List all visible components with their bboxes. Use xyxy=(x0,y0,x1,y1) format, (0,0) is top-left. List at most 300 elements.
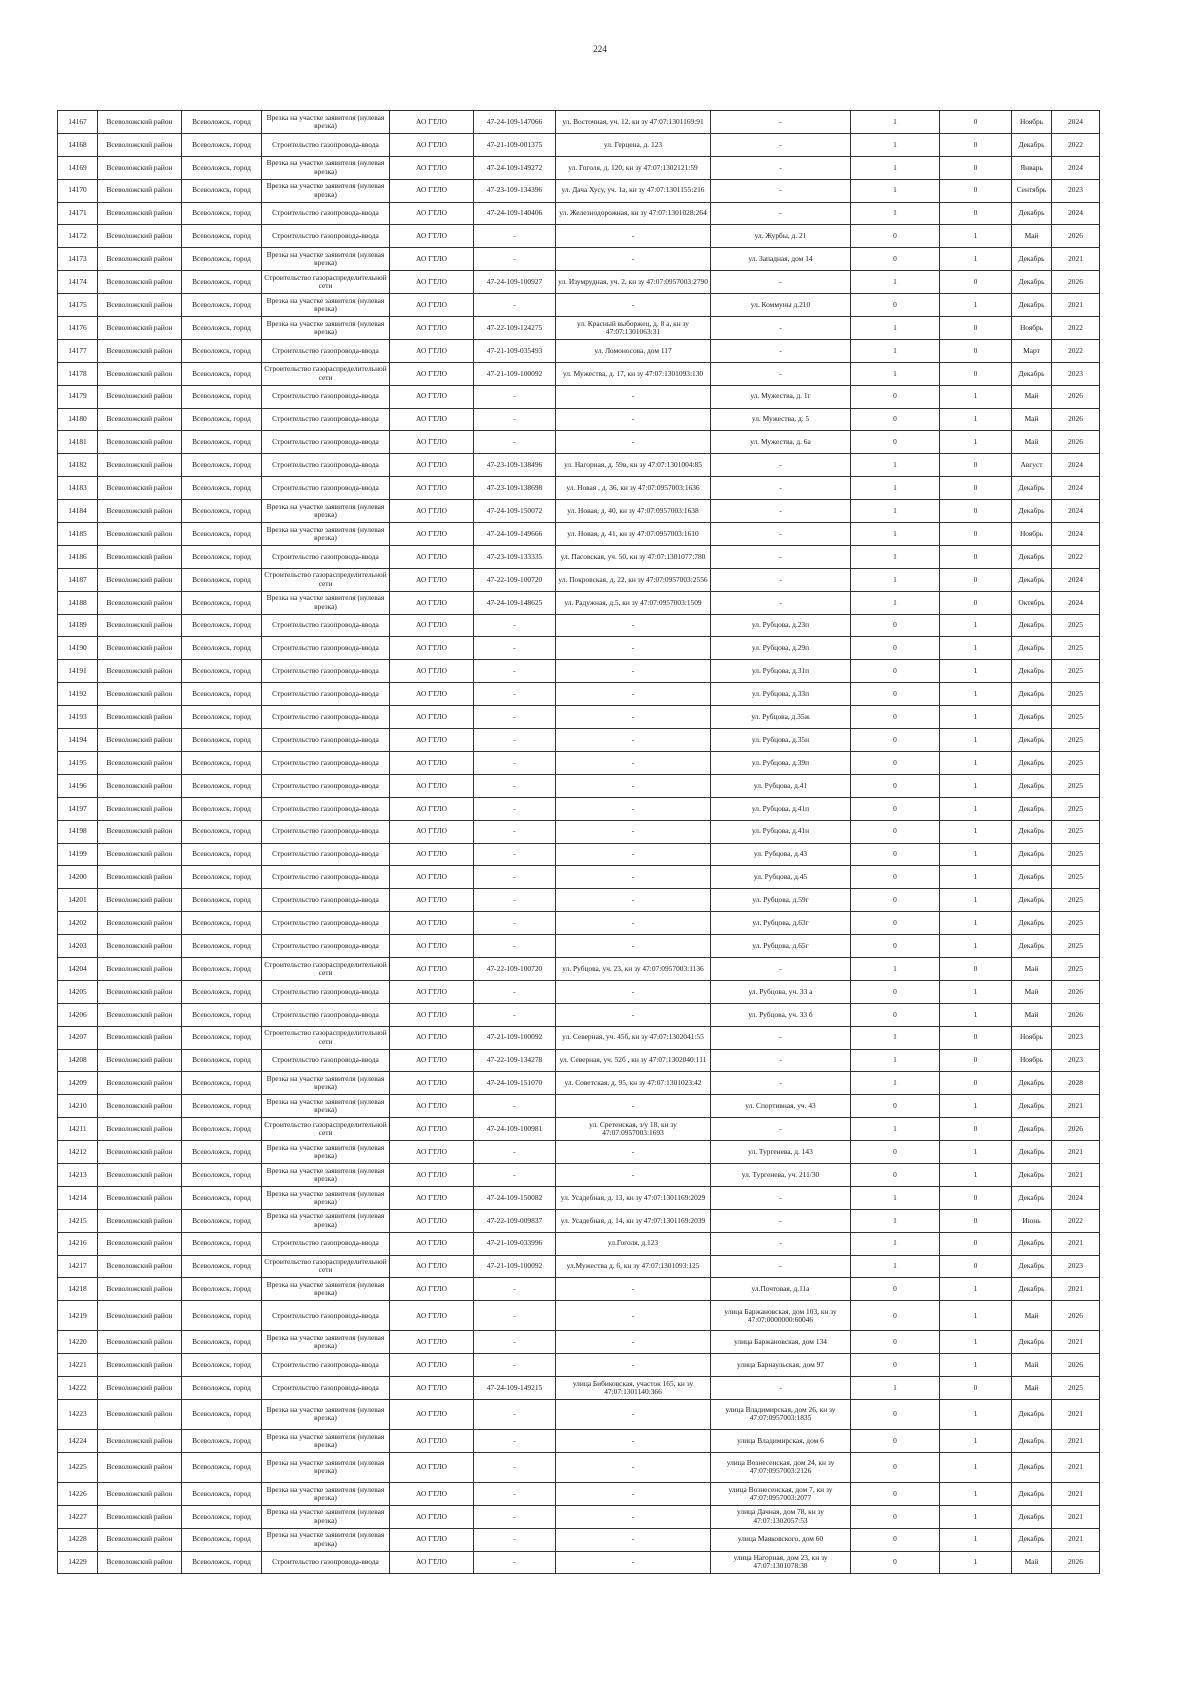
year-cell: 2023 xyxy=(1052,1255,1100,1278)
address-without-application-cell: улица Баржановская, дом 134 xyxy=(711,1331,851,1354)
organization-cell: АО ГТЛО xyxy=(390,317,474,340)
application-number-cell: - xyxy=(474,1452,556,1482)
district-cell: Всеволожский район xyxy=(98,774,182,797)
work-type-cell: Строительство газораспределительной сети xyxy=(262,271,390,294)
organization-cell: АО ГТЛО xyxy=(390,751,474,774)
settlement-cell: Всеволожск, город xyxy=(182,156,262,179)
address-with-application-cell: - xyxy=(556,889,711,912)
table-row xyxy=(58,225,1100,248)
organization-cell: АО ГТЛО xyxy=(390,1429,474,1452)
year-cell: 2025 xyxy=(1052,774,1100,797)
district-cell: Всеволожский район xyxy=(98,133,182,156)
district-cell: Всеволожский район xyxy=(98,935,182,958)
count-with-application-cell: 0 xyxy=(851,1301,940,1331)
count-without-application-cell: 1 xyxy=(940,866,1012,889)
month-cell: Декабрь xyxy=(1012,820,1052,843)
year-cell: 2022 xyxy=(1052,317,1100,340)
application-number-cell: 47-21-109-035493 xyxy=(474,339,556,362)
settlement-cell: Всеволожск, город xyxy=(182,111,262,134)
year-cell: 2021 xyxy=(1052,1141,1100,1164)
count-without-application-cell: 0 xyxy=(940,362,1012,385)
organization-cell: АО ГТЛО xyxy=(390,248,474,271)
row-number: 14168 xyxy=(58,133,98,156)
application-number-cell: - xyxy=(474,1163,556,1186)
work-type-cell: Строительство газопровода-ввода xyxy=(262,1003,390,1026)
organization-cell: АО ГТЛО xyxy=(390,271,474,294)
district-cell: Всеволожский район xyxy=(98,545,182,568)
count-with-application-cell: 0 xyxy=(851,248,940,271)
work-type-cell: Строительство газопровода-ввода xyxy=(262,1301,390,1331)
year-cell: 2021 xyxy=(1052,1452,1100,1482)
work-type-cell: Врезка на участке заявителя (нулевая врезка) xyxy=(262,1095,390,1118)
count-with-application-cell: 0 xyxy=(851,1095,940,1118)
district-cell: Всеволожский район xyxy=(98,1505,182,1528)
row-number: 14227 xyxy=(58,1505,98,1528)
settlement-cell: Всеволожск, город xyxy=(182,362,262,385)
district-cell: Всеволожский район xyxy=(98,202,182,225)
address-without-application-cell: - xyxy=(711,362,851,385)
year-cell: 2021 xyxy=(1052,1429,1100,1452)
work-type-cell: Строительство газопровода-ввода xyxy=(262,614,390,637)
month-cell: Декабрь xyxy=(1012,500,1052,523)
year-cell: 2021 xyxy=(1052,1278,1100,1301)
row-number: 14228 xyxy=(58,1528,98,1551)
work-type-cell: Строительство газопровода-ввода xyxy=(262,477,390,500)
row-number: 14222 xyxy=(58,1377,98,1400)
application-number-cell: - xyxy=(474,820,556,843)
month-cell: Октябрь xyxy=(1012,591,1052,614)
count-without-application-cell: 0 xyxy=(940,1186,1012,1209)
month-cell: Май xyxy=(1012,408,1052,431)
count-with-application-cell: 0 xyxy=(851,1331,940,1354)
application-number-cell: - xyxy=(474,683,556,706)
count-without-application-cell: 0 xyxy=(940,591,1012,614)
settlement-cell: Всеволожск, город xyxy=(182,317,262,340)
district-cell: Всеволожский район xyxy=(98,1163,182,1186)
address-with-application-cell: ул. Новая , д. 36, кн зу 47:07:0957003:1636 xyxy=(556,477,711,500)
address-without-application-cell: улица Дачная, дом 78, кн зу 47:07:1302057:53 xyxy=(711,1505,851,1528)
table-row xyxy=(58,385,1100,408)
settlement-cell: Всеволожск, город xyxy=(182,1118,262,1141)
count-without-application-cell: 1 xyxy=(940,1301,1012,1331)
year-cell: 2026 xyxy=(1052,271,1100,294)
organization-cell: АО ГТЛО xyxy=(390,889,474,912)
year-cell: 2026 xyxy=(1052,980,1100,1003)
settlement-cell: Всеволожск, город xyxy=(182,1528,262,1551)
district-cell: Всеволожский район xyxy=(98,362,182,385)
row-number: 14187 xyxy=(58,568,98,591)
application-number-cell: 47-24-109-151070 xyxy=(474,1072,556,1095)
count-without-application-cell: 1 xyxy=(940,1482,1012,1505)
year-cell: 2025 xyxy=(1052,1377,1100,1400)
count-with-application-cell: 1 xyxy=(851,1255,940,1278)
count-without-application-cell: 0 xyxy=(940,1118,1012,1141)
work-type-cell: Врезка на участке заявителя (нулевая врезка) xyxy=(262,1452,390,1482)
settlement-cell: Всеволожск, город xyxy=(182,568,262,591)
settlement-cell: Всеволожск, город xyxy=(182,225,262,248)
address-with-application-cell: ул. Пасовская, уч. 50, кн зу 47:07:1301077:780 xyxy=(556,545,711,568)
month-cell: Июнь xyxy=(1012,1209,1052,1232)
year-cell: 2024 xyxy=(1052,1186,1100,1209)
row-number: 14218 xyxy=(58,1278,98,1301)
organization-cell: АО ГТЛО xyxy=(390,1209,474,1232)
work-type-cell: Строительство газопровода-ввода xyxy=(262,133,390,156)
count-without-application-cell: 0 xyxy=(940,1072,1012,1095)
address-without-application-cell: улица Барнаульская, дом 97 xyxy=(711,1354,851,1377)
application-number-cell: - xyxy=(474,1551,556,1574)
count-with-application-cell: 1 xyxy=(851,179,940,202)
application-number-cell: 47-22-109-134278 xyxy=(474,1049,556,1072)
count-without-application-cell: 0 xyxy=(940,1232,1012,1255)
address-with-application-cell: - xyxy=(556,1399,711,1429)
district-cell: Всеволожский район xyxy=(98,843,182,866)
month-cell: Декабрь xyxy=(1012,1072,1052,1095)
year-cell: 2024 xyxy=(1052,568,1100,591)
settlement-cell: Всеволожск, город xyxy=(182,248,262,271)
address-with-application-cell: ул. Восточная, уч. 12, кн зу 47:07:1301169:91 xyxy=(556,111,711,134)
settlement-cell: Всеволожск, город xyxy=(182,660,262,683)
count-without-application-cell: 0 xyxy=(940,271,1012,294)
month-cell: Декабрь xyxy=(1012,133,1052,156)
row-number: 14171 xyxy=(58,202,98,225)
year-cell: 2024 xyxy=(1052,202,1100,225)
organization-cell: АО ГТЛО xyxy=(390,1301,474,1331)
table-row xyxy=(58,568,1100,591)
count-with-application-cell: 1 xyxy=(851,271,940,294)
month-cell: Май xyxy=(1012,1003,1052,1026)
application-number-cell: 47-23-109-138496 xyxy=(474,454,556,477)
address-without-application-cell: ул. Мужества, д. 1г xyxy=(711,385,851,408)
table-row xyxy=(58,1429,1100,1452)
district-cell: Всеволожский район xyxy=(98,385,182,408)
work-type-cell: Строительство газопровода-ввода xyxy=(262,751,390,774)
work-type-cell: Строительство газораспределительной сети xyxy=(262,1026,390,1049)
address-with-application-cell: ул. Покровская, д. 22, кн зу 47:07:0957003:2556 xyxy=(556,568,711,591)
district-cell: Всеволожский район xyxy=(98,1003,182,1026)
district-cell: Всеволожский район xyxy=(98,614,182,637)
work-type-cell: Строительство газопровода-ввода xyxy=(262,385,390,408)
settlement-cell: Всеволожск, город xyxy=(182,1026,262,1049)
address-with-application-cell: - xyxy=(556,797,711,820)
row-number: 14216 xyxy=(58,1232,98,1255)
address-without-application-cell: - xyxy=(711,1049,851,1072)
work-type-cell: Строительство газораспределительной сети xyxy=(262,362,390,385)
settlement-cell: Всеволожск, город xyxy=(182,706,262,729)
application-number-cell: - xyxy=(474,225,556,248)
address-with-application-cell: - xyxy=(556,820,711,843)
page-number: 224 xyxy=(593,44,607,54)
district-cell: Всеволожский район xyxy=(98,1528,182,1551)
year-cell: 2021 xyxy=(1052,248,1100,271)
address-without-application-cell: ул. Рубцова, уч. 33 б xyxy=(711,1003,851,1026)
table-row xyxy=(58,111,1100,134)
table-row xyxy=(58,1209,1100,1232)
district-cell: Всеволожский район xyxy=(98,1301,182,1331)
application-number-cell: - xyxy=(474,1278,556,1301)
settlement-cell: Всеволожск, город xyxy=(182,912,262,935)
address-without-application-cell: - xyxy=(711,454,851,477)
settlement-cell: Всеволожск, город xyxy=(182,1452,262,1482)
year-cell: 2025 xyxy=(1052,889,1100,912)
count-without-application-cell: 1 xyxy=(940,660,1012,683)
address-with-application-cell: - xyxy=(556,706,711,729)
count-without-application-cell: 1 xyxy=(940,935,1012,958)
row-number: 14202 xyxy=(58,912,98,935)
count-with-application-cell: 0 xyxy=(851,774,940,797)
work-type-cell: Строительство газопровода-ввода xyxy=(262,912,390,935)
year-cell: 2026 xyxy=(1052,225,1100,248)
count-without-application-cell: 1 xyxy=(940,1163,1012,1186)
district-cell: Всеволожский район xyxy=(98,1331,182,1354)
district-cell: Всеволожский район xyxy=(98,339,182,362)
count-without-application-cell: 1 xyxy=(940,1452,1012,1482)
address-without-application-cell: - xyxy=(711,568,851,591)
organization-cell: АО ГТЛО xyxy=(390,1278,474,1301)
count-without-application-cell: 0 xyxy=(940,500,1012,523)
address-without-application-cell: ул. Рубцова, д.45 xyxy=(711,866,851,889)
month-cell: Декабрь xyxy=(1012,637,1052,660)
year-cell: 2026 xyxy=(1052,1118,1100,1141)
settlement-cell: Всеволожск, город xyxy=(182,1399,262,1429)
settlement-cell: Всеволожск, город xyxy=(182,797,262,820)
work-type-cell: Строительство газораспределительной сети xyxy=(262,957,390,980)
address-with-application-cell: - xyxy=(556,774,711,797)
count-without-application-cell: 0 xyxy=(940,317,1012,340)
table-row xyxy=(58,362,1100,385)
organization-cell: АО ГТЛО xyxy=(390,431,474,454)
settlement-cell: Всеволожск, город xyxy=(182,866,262,889)
address-without-application-cell: ул. Рубцова, д.65г xyxy=(711,935,851,958)
district-cell: Всеволожский район xyxy=(98,408,182,431)
organization-cell: АО ГТЛО xyxy=(390,957,474,980)
year-cell: 2026 xyxy=(1052,1551,1100,1574)
table-row xyxy=(58,294,1100,317)
month-cell: Декабрь xyxy=(1012,1278,1052,1301)
organization-cell: АО ГТЛО xyxy=(390,1186,474,1209)
application-number-cell: - xyxy=(474,614,556,637)
count-without-application-cell: 0 xyxy=(940,111,1012,134)
count-without-application-cell: 1 xyxy=(940,751,1012,774)
application-number-cell: - xyxy=(474,866,556,889)
count-without-application-cell: 1 xyxy=(940,706,1012,729)
address-with-application-cell: улица Бибиковская, участок 165, кн зу 47:07:1301140:366 xyxy=(556,1377,711,1400)
count-without-application-cell: 1 xyxy=(940,1331,1012,1354)
table-row xyxy=(58,545,1100,568)
table-row xyxy=(58,1377,1100,1400)
work-type-cell: Строительство газопровода-ввода xyxy=(262,637,390,660)
table-row xyxy=(58,1399,1100,1429)
count-with-application-cell: 1 xyxy=(851,133,940,156)
organization-cell: АО ГТЛО xyxy=(390,1354,474,1377)
work-type-cell: Строительство газопровода-ввода xyxy=(262,408,390,431)
table-row xyxy=(58,1003,1100,1026)
application-number-cell: - xyxy=(474,1399,556,1429)
year-cell: 2021 xyxy=(1052,1482,1100,1505)
district-cell: Всеволожский район xyxy=(98,912,182,935)
work-type-cell: Строительство газопровода-ввода xyxy=(262,706,390,729)
district-cell: Всеволожский район xyxy=(98,1429,182,1452)
organization-cell: АО ГТЛО xyxy=(390,797,474,820)
month-cell: Май xyxy=(1012,980,1052,1003)
year-cell: 2023 xyxy=(1052,179,1100,202)
application-number-cell: 47-24-109-150072 xyxy=(474,500,556,523)
address-without-application-cell: улица Нагорная, дом 23, кн зу 47:07:1301078:38 xyxy=(711,1551,851,1574)
district-cell: Всеволожский район xyxy=(98,523,182,546)
year-cell: 2022 xyxy=(1052,133,1100,156)
count-with-application-cell: 1 xyxy=(851,454,940,477)
month-cell: Сентябрь xyxy=(1012,179,1052,202)
settlement-cell: Всеволожск, город xyxy=(182,500,262,523)
count-with-application-cell: 0 xyxy=(851,225,940,248)
district-cell: Всеволожский район xyxy=(98,1186,182,1209)
count-with-application-cell: 1 xyxy=(851,957,940,980)
organization-cell: АО ГТЛО xyxy=(390,774,474,797)
settlement-cell: Всеволожск, город xyxy=(182,889,262,912)
row-number: 14186 xyxy=(58,545,98,568)
year-cell: 2024 xyxy=(1052,500,1100,523)
year-cell: 2025 xyxy=(1052,729,1100,752)
row-number: 14180 xyxy=(58,408,98,431)
row-number: 14224 xyxy=(58,1429,98,1452)
application-number-cell: - xyxy=(474,431,556,454)
count-without-application-cell: 1 xyxy=(940,843,1012,866)
organization-cell: АО ГТЛО xyxy=(390,1072,474,1095)
organization-cell: АО ГТЛО xyxy=(390,912,474,935)
organization-cell: АО ГТЛО xyxy=(390,683,474,706)
count-without-application-cell: 1 xyxy=(940,1003,1012,1026)
settlement-cell: Всеволожск, город xyxy=(182,1377,262,1400)
row-number: 14214 xyxy=(58,1186,98,1209)
count-without-application-cell: 1 xyxy=(940,1278,1012,1301)
settlement-cell: Всеволожск, город xyxy=(182,1072,262,1095)
count-with-application-cell: 0 xyxy=(851,294,940,317)
address-without-application-cell: ул. Рубцова, д.63г xyxy=(711,912,851,935)
table-row xyxy=(58,1331,1100,1354)
address-with-application-cell: - xyxy=(556,912,711,935)
district-cell: Всеволожский район xyxy=(98,1141,182,1164)
district-cell: Всеволожский район xyxy=(98,980,182,1003)
year-cell: 2025 xyxy=(1052,843,1100,866)
count-with-application-cell: 1 xyxy=(851,156,940,179)
month-cell: Май xyxy=(1012,1551,1052,1574)
address-without-application-cell: - xyxy=(711,202,851,225)
organization-cell: АО ГТЛО xyxy=(390,935,474,958)
address-with-application-cell: ул. Новая, д. 41, кн зу 47:07:0957003:1610 xyxy=(556,523,711,546)
work-type-cell: Строительство газопровода-ввода xyxy=(262,1377,390,1400)
address-without-application-cell: - xyxy=(711,1118,851,1141)
application-number-cell: 47-23-109-134396 xyxy=(474,179,556,202)
month-cell: Ноябрь xyxy=(1012,317,1052,340)
application-number-cell: - xyxy=(474,1095,556,1118)
count-with-application-cell: 0 xyxy=(851,912,940,935)
settlement-cell: Всеволожск, город xyxy=(182,1003,262,1026)
count-with-application-cell: 1 xyxy=(851,591,940,614)
year-cell: 2026 xyxy=(1052,1301,1100,1331)
organization-cell: АО ГТЛО xyxy=(390,866,474,889)
month-cell: Декабрь xyxy=(1012,294,1052,317)
address-with-application-cell: ул.Гоголя, д.123 xyxy=(556,1232,711,1255)
settlement-cell: Всеволожск, город xyxy=(182,1049,262,1072)
address-without-application-cell: - xyxy=(711,523,851,546)
district-cell: Всеволожский район xyxy=(98,1377,182,1400)
count-without-application-cell: 0 xyxy=(940,1209,1012,1232)
address-without-application-cell: ул. Рубцова, д.31п xyxy=(711,660,851,683)
district-cell: Всеволожский район xyxy=(98,1452,182,1482)
district-cell: Всеволожский район xyxy=(98,820,182,843)
work-type-cell: Строительство газопровода-ввода xyxy=(262,202,390,225)
settlement-cell: Всеволожск, город xyxy=(182,980,262,1003)
row-number: 14219 xyxy=(58,1301,98,1331)
registry-table xyxy=(57,110,1100,1574)
address-with-application-cell: - xyxy=(556,431,711,454)
application-number-cell: - xyxy=(474,1301,556,1331)
table-row xyxy=(58,820,1100,843)
application-number-cell: - xyxy=(474,660,556,683)
count-with-application-cell: 0 xyxy=(851,1551,940,1574)
table-row xyxy=(58,843,1100,866)
year-cell: 2024 xyxy=(1052,591,1100,614)
count-without-application-cell: 0 xyxy=(940,1026,1012,1049)
organization-cell: АО ГТЛО xyxy=(390,1163,474,1186)
count-without-application-cell: 1 xyxy=(940,1399,1012,1429)
count-without-application-cell: 1 xyxy=(940,637,1012,660)
count-without-application-cell: 1 xyxy=(940,408,1012,431)
organization-cell: АО ГТЛО xyxy=(390,843,474,866)
count-with-application-cell: 1 xyxy=(851,202,940,225)
work-type-cell: Врезка на участке заявителя (нулевая врезка) xyxy=(262,317,390,340)
count-without-application-cell: 0 xyxy=(940,339,1012,362)
address-without-application-cell: ул.Почтовая, д.11а xyxy=(711,1278,851,1301)
row-number: 14183 xyxy=(58,477,98,500)
work-type-cell: Врезка на участке заявителя (нулевая врезка) xyxy=(262,1482,390,1505)
month-cell: Декабрь xyxy=(1012,362,1052,385)
organization-cell: АО ГТЛО xyxy=(390,1118,474,1141)
application-number-cell: 47-24-109-100981 xyxy=(474,1118,556,1141)
work-type-cell: Врезка на участке заявителя (нулевая врезка) xyxy=(262,523,390,546)
table-row xyxy=(58,1301,1100,1331)
work-type-cell: Врезка на участке заявителя (нулевая врезка) xyxy=(262,1399,390,1429)
table-row xyxy=(58,454,1100,477)
month-cell: Декабрь xyxy=(1012,271,1052,294)
address-with-application-cell: - xyxy=(556,408,711,431)
row-number: 14229 xyxy=(58,1551,98,1574)
count-without-application-cell: 1 xyxy=(940,1141,1012,1164)
district-cell: Всеволожский район xyxy=(98,1354,182,1377)
table-row xyxy=(58,935,1100,958)
district-cell: Всеволожский район xyxy=(98,500,182,523)
address-without-application-cell: - xyxy=(711,1209,851,1232)
count-without-application-cell: 0 xyxy=(940,179,1012,202)
organization-cell: АО ГТЛО xyxy=(390,385,474,408)
organization-cell: АО ГТЛО xyxy=(390,1528,474,1551)
application-number-cell: 47-22-109-100720 xyxy=(474,568,556,591)
row-number: 14192 xyxy=(58,683,98,706)
address-without-application-cell: - xyxy=(711,133,851,156)
table-row xyxy=(58,202,1100,225)
address-with-application-cell: - xyxy=(556,614,711,637)
row-number: 14201 xyxy=(58,889,98,912)
count-with-application-cell: 0 xyxy=(851,935,940,958)
row-number: 14184 xyxy=(58,500,98,523)
work-type-cell: Строительство газопровода-ввода xyxy=(262,225,390,248)
registry-table-body xyxy=(58,111,1100,1574)
application-number-cell: - xyxy=(474,637,556,660)
count-without-application-cell: 1 xyxy=(940,820,1012,843)
count-without-application-cell: 1 xyxy=(940,1429,1012,1452)
organization-cell: АО ГТЛО xyxy=(390,1141,474,1164)
year-cell: 2021 xyxy=(1052,1232,1100,1255)
table-row xyxy=(58,729,1100,752)
